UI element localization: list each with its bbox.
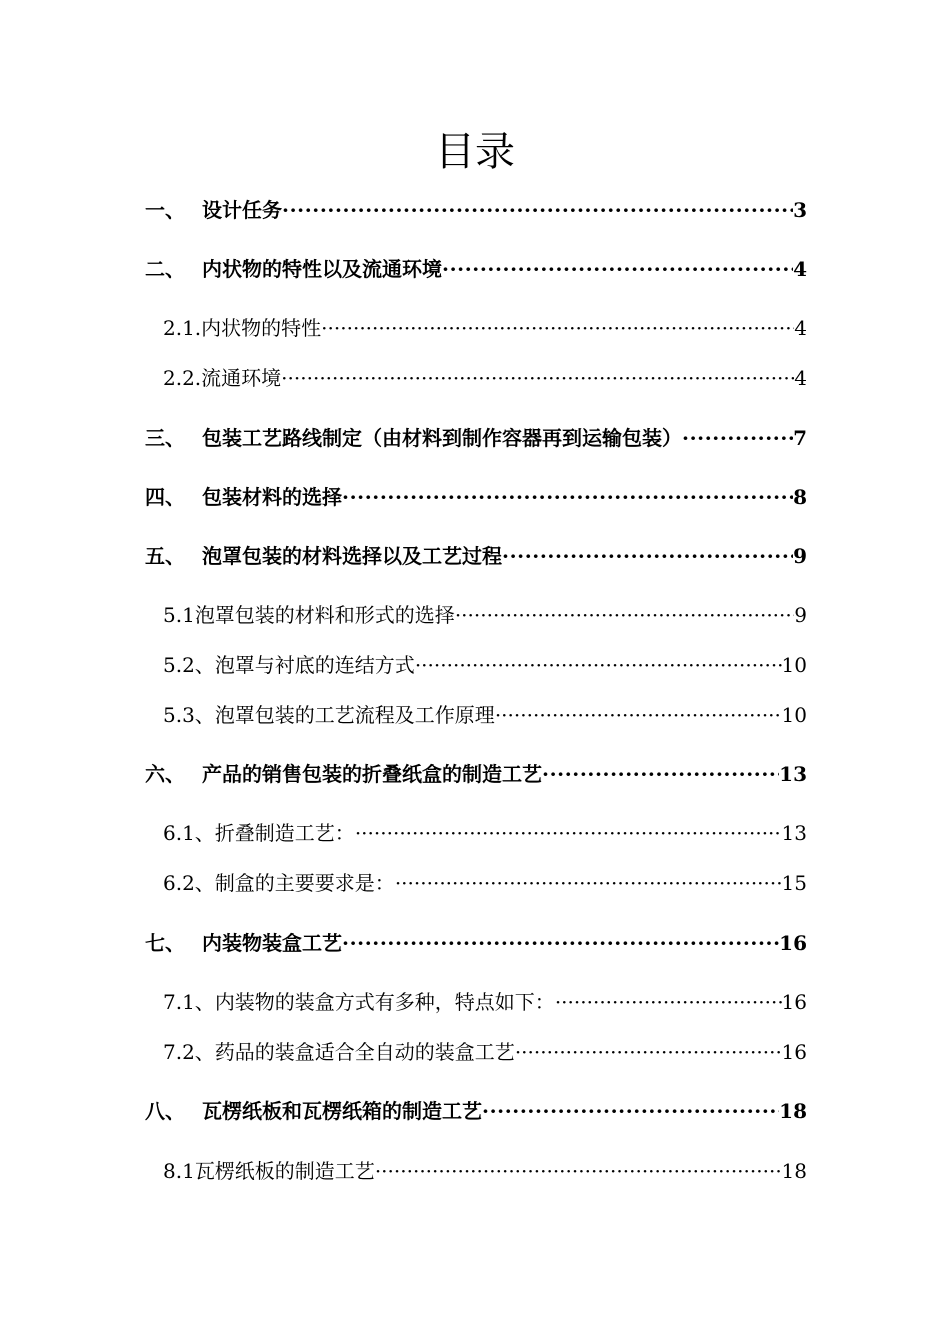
dot-leader (355, 819, 782, 847)
toc-entry-6[interactable] (145, 760, 807, 788)
subsection-title: 制盒的主要要求是： (214, 871, 395, 895)
toc-entry-2[interactable] (145, 255, 807, 283)
subsection-title: 内装物的装盒方式有多种，特点如下： (214, 990, 555, 1014)
page-number: 9 (794, 603, 807, 627)
subsection-title: 流通环境 (201, 366, 282, 390)
page-number: 9 (793, 544, 807, 568)
page-number: 16 (781, 990, 807, 1014)
dot-leader (542, 760, 779, 788)
page-number: 16 (779, 931, 807, 955)
subsection-title: 泡罩包装的材料和形式的选择 (194, 603, 455, 627)
toc-entry-5-1[interactable] (163, 601, 807, 629)
toc-entry-1[interactable] (145, 196, 807, 224)
section-number: 七、 (145, 931, 185, 955)
dot-leader (321, 314, 794, 342)
page-number: 18 (781, 1159, 807, 1183)
toc-entry-8-1[interactable] (163, 1157, 807, 1185)
toc-entry-5[interactable] (145, 542, 807, 570)
toc-title: 目录 (435, 129, 515, 175)
dot-leader (455, 601, 794, 629)
dot-leader (502, 542, 793, 570)
toc-entry-6-1[interactable] (163, 819, 807, 847)
page-number: 15 (781, 871, 807, 895)
section-number: 八、 (145, 1099, 185, 1123)
dot-leader (281, 364, 794, 392)
section-title: 产品的销售包装的折叠纸盒的制造工艺 (202, 762, 542, 786)
toc-entry-7-2[interactable] (163, 1038, 807, 1066)
subsection-title: 内状物的特性 (201, 316, 322, 340)
page-number: 8 (793, 485, 807, 509)
dot-leader (442, 255, 793, 283)
page-number: 10 (781, 653, 807, 677)
section-title: 设计任务 (202, 198, 282, 222)
section-title: 包装材料的选择 (202, 485, 342, 509)
toc-entry-5-2[interactable] (163, 651, 807, 679)
toc-entry-3[interactable] (145, 424, 807, 452)
section-title: 瓦楞纸板和瓦楞纸箱的制造工艺 (202, 1099, 482, 1123)
toc-entry-4[interactable] (145, 483, 807, 511)
dot-leader (395, 869, 782, 897)
dot-leader (515, 1038, 782, 1066)
subsection-number: 2.2. (163, 366, 202, 390)
page-number: 13 (781, 821, 807, 845)
subsection-number: 5.1 (163, 603, 195, 627)
page-number: 4 (793, 257, 807, 281)
toc-entry-5-3[interactable] (163, 701, 807, 729)
subsection-title: 泡罩包装的工艺流程及工作原理 (214, 703, 495, 727)
dot-leader (682, 424, 793, 452)
page-number: 7 (793, 426, 807, 450)
subsection-number: 8.1 (163, 1159, 195, 1183)
subsection-number: 5.3、 (163, 703, 215, 727)
subsection-number: 6.2、 (163, 871, 215, 895)
dot-leader (282, 196, 793, 224)
subsection-number: 5.2、 (163, 653, 215, 677)
section-title: 内状物的特性以及流通环境 (202, 257, 442, 281)
subsection-number: 7.1、 (163, 990, 215, 1014)
subsection-title: 折叠制造工艺： (214, 821, 355, 845)
section-number: 四、 (145, 485, 185, 509)
dot-leader (375, 1157, 782, 1185)
dot-leader (342, 483, 793, 511)
subsection-title: 瓦楞纸板的制造工艺 (194, 1159, 375, 1183)
toc-entry-2-1[interactable] (163, 314, 807, 342)
toc-entry-7[interactable] (145, 929, 807, 957)
section-number: 一、 (145, 198, 185, 222)
toc-entry-7-1[interactable] (163, 988, 807, 1016)
toc-entry-8[interactable] (145, 1097, 807, 1125)
page-number: 4 (794, 316, 807, 340)
subsection-number: 6.1、 (163, 821, 215, 845)
section-number: 五、 (145, 544, 185, 568)
page-number: 3 (793, 198, 807, 222)
section-number: 二、 (145, 257, 185, 281)
dot-leader (555, 988, 782, 1016)
page-number: 10 (781, 703, 807, 727)
section-title: 泡罩包装的材料选择以及工艺过程 (202, 544, 502, 568)
section-title: 包装工艺路线制定（由材料到制作容器再到运输包装） (202, 426, 682, 450)
dot-leader (342, 929, 779, 957)
toc-entry-2-2[interactable] (163, 364, 807, 392)
subsection-title: 药品的装盒适合全自动的装盒工艺 (214, 1040, 515, 1064)
page-number: 16 (781, 1040, 807, 1064)
section-title: 内装物装盒工艺 (202, 931, 342, 955)
subsection-number: 7.2、 (163, 1040, 215, 1064)
dot-leader (495, 701, 782, 729)
dot-leader (482, 1097, 779, 1125)
page-number: 13 (779, 762, 807, 786)
subsection-number: 2.1. (163, 316, 202, 340)
toc-entry-6-2[interactable] (163, 869, 807, 897)
page-number: 4 (794, 366, 807, 390)
dot-leader (415, 651, 782, 679)
page-number: 18 (779, 1099, 807, 1123)
section-number: 六、 (145, 762, 185, 786)
subsection-title: 泡罩与衬底的连结方式 (214, 653, 415, 677)
section-number: 三、 (145, 426, 185, 450)
